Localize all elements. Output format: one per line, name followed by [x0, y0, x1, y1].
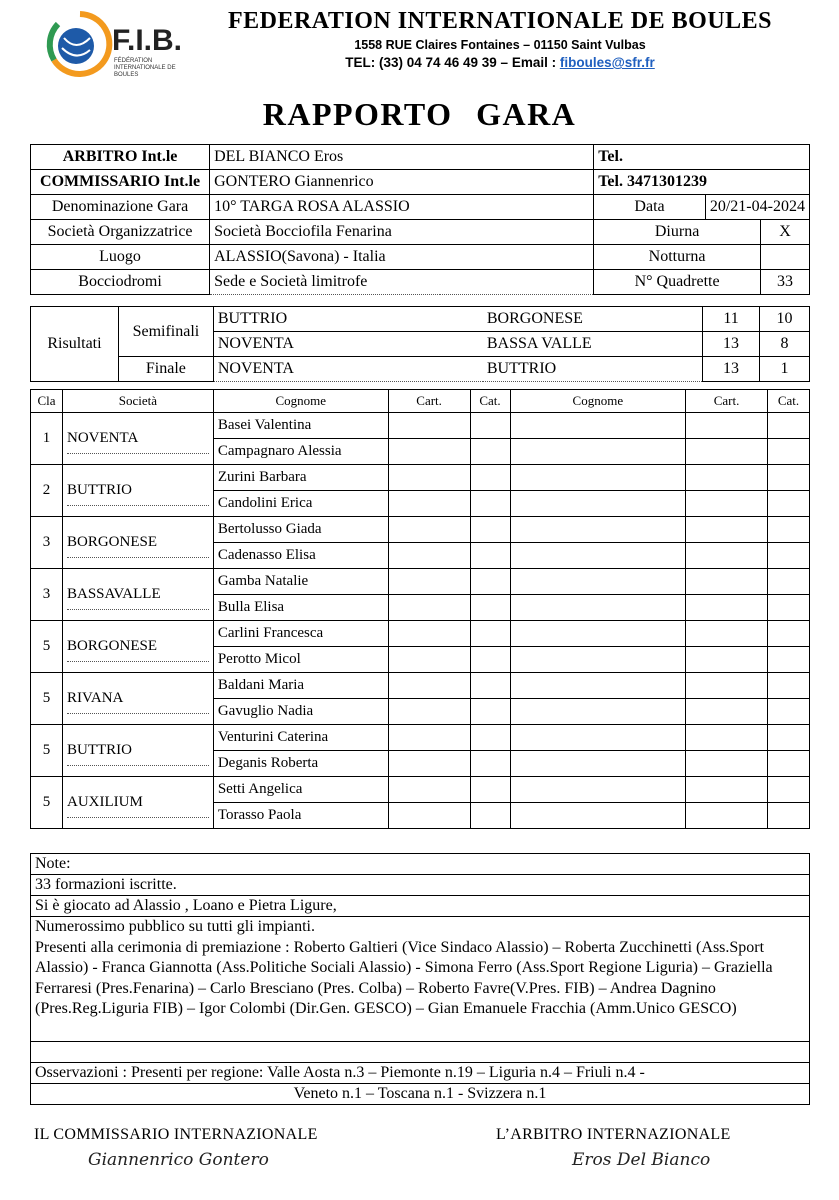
- player-name: Gavuglio Nadia: [213, 699, 388, 725]
- empty-cell: [388, 699, 470, 725]
- empty-cell: [470, 777, 510, 803]
- denominazione-label: Denominazione Gara: [31, 195, 210, 220]
- empty-cell: [388, 413, 470, 439]
- notes-line-1: 33 formazioni iscritte.: [31, 875, 810, 896]
- empty-cell: [470, 725, 510, 751]
- fib-logo: [44, 8, 184, 82]
- empty-cell: [767, 803, 809, 829]
- societa-name: AUXILIUM: [67, 794, 209, 818]
- empty-cell: [388, 491, 470, 517]
- data-value: 20/21-04-2024: [705, 195, 809, 220]
- player-name: Carlini Francesca: [213, 621, 388, 647]
- diurna-label: Diurna: [594, 220, 761, 245]
- table-row: [31, 569, 810, 595]
- federation-title: FEDERATION INTERNATIONALE DE BOULES: [227, 8, 773, 34]
- societa-name: BASSAVALLE: [67, 586, 209, 610]
- arbitro-signature-label: L’ARBITRO INTERNAZIONALE: [496, 1126, 731, 1143]
- notes-line-3: [31, 917, 810, 1042]
- empty-cell: [767, 439, 809, 465]
- societa-cell: [62, 725, 213, 777]
- empty-cell: [470, 647, 510, 673]
- societa-label: Società Organizzatrice: [31, 220, 210, 245]
- player-name: Gamba Natalie: [213, 569, 388, 595]
- notturna-value: [760, 245, 809, 270]
- finale-score-b: 1: [760, 357, 810, 382]
- email-link[interactable]: fiboules@sfr.fr: [559, 55, 655, 70]
- header-cat-1: Cat.: [470, 390, 510, 413]
- empty-cell: [470, 517, 510, 543]
- header-societa: Società: [62, 390, 213, 413]
- header-cognome-2: Cognome: [510, 390, 686, 413]
- table-row: [31, 517, 810, 543]
- player-name: Bertolusso Giada: [213, 517, 388, 543]
- societa-value: Società Bocciofila Fenarina: [210, 220, 594, 245]
- empty-cell: [388, 595, 470, 621]
- table-row: [31, 673, 810, 699]
- empty-cell: [470, 465, 510, 491]
- empty-cell: [510, 517, 686, 543]
- empty-cell: [470, 569, 510, 595]
- empty-cell: [388, 569, 470, 595]
- societa-name: BORGONESE: [67, 534, 209, 558]
- semi1-score-a: 11: [703, 307, 760, 332]
- notes-table: [30, 853, 810, 1105]
- player-name: Venturini Caterina: [213, 725, 388, 751]
- empty-cell: [767, 413, 809, 439]
- societa-name: RIVANA: [67, 690, 209, 714]
- empty-cell: [767, 647, 809, 673]
- header-cart-1: Cart.: [388, 390, 470, 413]
- empty-cell: [686, 543, 768, 569]
- player-name: Zurini Barbara: [213, 465, 388, 491]
- finale-score-a: 13: [703, 357, 760, 382]
- osservazioni-line-2: Veneto n.1 – Toscana n.1 - Svizzera n.1: [31, 1084, 810, 1105]
- empty-cell: [388, 777, 470, 803]
- empty-cell: [388, 803, 470, 829]
- societa-cell: [62, 465, 213, 517]
- notes-blank-row: [31, 1042, 810, 1063]
- notes-line-4-text: Presenti alla cerimonia di premiazione : Roberto Galtieri (Vice Sindaco Alassio) – Roberta Zucchinetti (Ass.Sport Alassio) - Franca Giannotta (Ass.Politiche Sociali Alassio) - Simona Ferro (Ass.Sport Regione Liguria) – Graziella Ferraresi (Pres.Fenarina) – Carlo Bresciano (Pres. Colba) – Roberto Favre(V.Pres. FIB) – Andrea Dagnino (Pres.Reg.Liguria FIB) – Igor Colombi (Dir.Gen. GESCO) – Gian Emanuele Fracchia (Amm.Unico GESCO): [35, 938, 773, 1017]
- player-name: Setti Angelica: [213, 777, 388, 803]
- player-name: Candolini Erica: [213, 491, 388, 517]
- empty-cell: [767, 543, 809, 569]
- societa-name: BUTTRIO: [67, 742, 209, 766]
- societa-cell: [62, 777, 213, 829]
- empty-cell: [767, 621, 809, 647]
- empty-cell: [388, 439, 470, 465]
- empty-cell: [470, 673, 510, 699]
- semi1-team-a: BUTTRIO: [213, 307, 483, 332]
- table-row: [31, 465, 810, 491]
- finale-team-b: BUTTRIO: [483, 357, 703, 382]
- societa-cell: [62, 517, 213, 569]
- table-row: [31, 413, 810, 439]
- empty-cell: [686, 699, 768, 725]
- empty-cell: [470, 543, 510, 569]
- semi1-team-b: BORGONESE: [483, 307, 703, 332]
- bocciodromi-label: Bocciodromi: [31, 270, 210, 295]
- federation-address: 1558 RUE Claires Fontaines – 01150 Saint Vulbas: [354, 38, 646, 52]
- logo-subtext: FÉDÉRATION INTERNATIONALE DE BOULES: [114, 58, 176, 78]
- rank-cell: 5: [31, 777, 63, 829]
- commissario-signature-label: IL COMMISSARIO INTERNAZIONALE: [34, 1126, 318, 1143]
- player-name: Perotto Micol: [213, 647, 388, 673]
- luogo-label: Luogo: [31, 245, 210, 270]
- player-name: Campagnaro Alessia: [213, 439, 388, 465]
- empty-cell: [686, 413, 768, 439]
- empty-cell: [510, 647, 686, 673]
- empty-cell: [388, 465, 470, 491]
- empty-cell: [470, 439, 510, 465]
- societa-cell: [62, 621, 213, 673]
- arbitro-value: DEL BIANCO Eros: [210, 145, 594, 170]
- empty-cell: [388, 673, 470, 699]
- header-cat-2: Cat.: [767, 390, 809, 413]
- societa-name: NOVENTA: [67, 430, 209, 454]
- rank-cell: 5: [31, 673, 63, 725]
- rank-cell: 3: [31, 517, 63, 569]
- empty-cell: [510, 621, 686, 647]
- empty-cell: [470, 413, 510, 439]
- notes-line-2: Si è giocato ad Alassio , Loano e Pietra Ligure,: [31, 896, 810, 917]
- federation-contact: [200, 55, 800, 70]
- empty-cell: [686, 621, 768, 647]
- data-label: Data: [594, 195, 706, 220]
- semi2-score-b: 8: [760, 332, 810, 357]
- empty-cell: [510, 465, 686, 491]
- player-name: Torasso Paola: [213, 803, 388, 829]
- empty-cell: [767, 569, 809, 595]
- empty-cell: [686, 439, 768, 465]
- player-name: Baldani Maria: [213, 673, 388, 699]
- rank-cell: 2: [31, 465, 63, 517]
- commissario-signature: Giannenrico Gontero: [88, 1150, 269, 1170]
- empty-cell: [510, 595, 686, 621]
- rank-cell: 5: [31, 621, 63, 673]
- rank-cell: 1: [31, 413, 63, 465]
- empty-cell: [510, 803, 686, 829]
- empty-cell: [767, 517, 809, 543]
- empty-cell: [510, 699, 686, 725]
- semi2-team-a: NOVENTA: [213, 332, 483, 357]
- risultati-label: Risultati: [31, 307, 119, 382]
- arbitro-label: ARBITRO Int.le: [31, 145, 210, 170]
- logo-text: F.I.B.: [112, 24, 183, 57]
- empty-cell: [510, 673, 686, 699]
- societa-name: BORGONESE: [67, 638, 209, 662]
- risultati-table: [30, 306, 810, 382]
- semi2-team-b: BASSA VALLE: [483, 332, 703, 357]
- rank-cell: 5: [31, 725, 63, 777]
- societa-cell: [62, 569, 213, 621]
- federation-tel: TEL: (33) 04 74 46 49 39 – Email :: [345, 55, 560, 70]
- quadrette-label: N° Quadrette: [594, 270, 761, 295]
- empty-cell: [388, 647, 470, 673]
- osservazioni-line-1: Osservazioni : Presenti per regione: Valle Aosta n.3 – Piemonte n.19 – Liguria n.4 – Friuli n.4 -: [31, 1063, 810, 1084]
- empty-cell: [510, 777, 686, 803]
- table-row: [31, 725, 810, 751]
- empty-cell: [470, 699, 510, 725]
- commissario-label: COMMISSARIO Int.le: [31, 170, 210, 195]
- empty-cell: [686, 777, 768, 803]
- commissario-tel: Tel. 3471301239: [594, 170, 810, 195]
- empty-cell: [510, 569, 686, 595]
- arbitro-tel-label: Tel.: [594, 145, 810, 170]
- header-cla: Cla: [31, 390, 63, 413]
- empty-cell: [388, 621, 470, 647]
- race-info-table: [30, 144, 810, 295]
- empty-cell: [388, 725, 470, 751]
- empty-cell: [510, 725, 686, 751]
- empty-cell: [470, 621, 510, 647]
- empty-cell: [510, 491, 686, 517]
- semi1-score-b: 10: [760, 307, 810, 332]
- quadrette-value: 33: [760, 270, 809, 295]
- semifinali-label: Semifinali: [118, 307, 213, 357]
- empty-cell: [686, 569, 768, 595]
- finale-label: Finale: [118, 357, 213, 382]
- empty-cell: [686, 595, 768, 621]
- table-row: [31, 621, 810, 647]
- societa-cell: [62, 673, 213, 725]
- player-name: Basei Valentina: [213, 413, 388, 439]
- empty-cell: [767, 491, 809, 517]
- empty-cell: [767, 777, 809, 803]
- player-name: Bulla Elisa: [213, 595, 388, 621]
- empty-cell: [510, 439, 686, 465]
- finale-team-a: NOVENTA: [213, 357, 483, 382]
- notes-label: Note:: [31, 854, 810, 875]
- player-name: Deganis Roberta: [213, 751, 388, 777]
- empty-cell: [470, 803, 510, 829]
- empty-cell: [470, 491, 510, 517]
- empty-cell: [767, 699, 809, 725]
- empty-cell: [686, 725, 768, 751]
- empty-cell: [510, 751, 686, 777]
- empty-cell: [686, 751, 768, 777]
- luogo-value: ALASSIO(Savona) - Italia: [210, 245, 594, 270]
- empty-cell: [767, 673, 809, 699]
- empty-cell: [510, 543, 686, 569]
- classifica-table: [30, 389, 810, 829]
- empty-cell: [686, 465, 768, 491]
- notturna-label: Notturna: [594, 245, 761, 270]
- semi2-score-a: 13: [703, 332, 760, 357]
- notes-line-3-text: Numerossimo pubblico su tutti gli impianti.: [35, 918, 315, 935]
- empty-cell: [686, 491, 768, 517]
- diurna-value: X: [760, 220, 809, 245]
- empty-cell: [470, 751, 510, 777]
- empty-cell: [388, 751, 470, 777]
- empty-cell: [686, 647, 768, 673]
- player-name: Cadenasso Elisa: [213, 543, 388, 569]
- denominazione-value: 10° TARGA ROSA ALASSIO: [210, 195, 594, 220]
- empty-cell: [686, 517, 768, 543]
- table-row: [31, 777, 810, 803]
- empty-cell: [510, 413, 686, 439]
- rank-cell: 3: [31, 569, 63, 621]
- empty-cell: [686, 673, 768, 699]
- empty-cell: [767, 751, 809, 777]
- arbitro-signature: Eros Del Bianco: [572, 1150, 711, 1170]
- page-title: RAPPORTO GARA: [262, 96, 577, 132]
- empty-cell: [686, 803, 768, 829]
- empty-cell: [388, 517, 470, 543]
- bocciodromi-value: Sede e Società limitrofe: [210, 270, 594, 295]
- header-cart-2: Cart.: [686, 390, 768, 413]
- empty-cell: [470, 595, 510, 621]
- empty-cell: [767, 595, 809, 621]
- commissario-value: GONTERO Giannenrico: [210, 170, 594, 195]
- societa-name: BUTTRIO: [67, 482, 209, 506]
- empty-cell: [767, 725, 809, 751]
- classifica-body: [31, 413, 810, 829]
- empty-cell: [767, 465, 809, 491]
- societa-cell: [62, 413, 213, 465]
- header-cognome-1: Cognome: [213, 390, 388, 413]
- empty-cell: [388, 543, 470, 569]
